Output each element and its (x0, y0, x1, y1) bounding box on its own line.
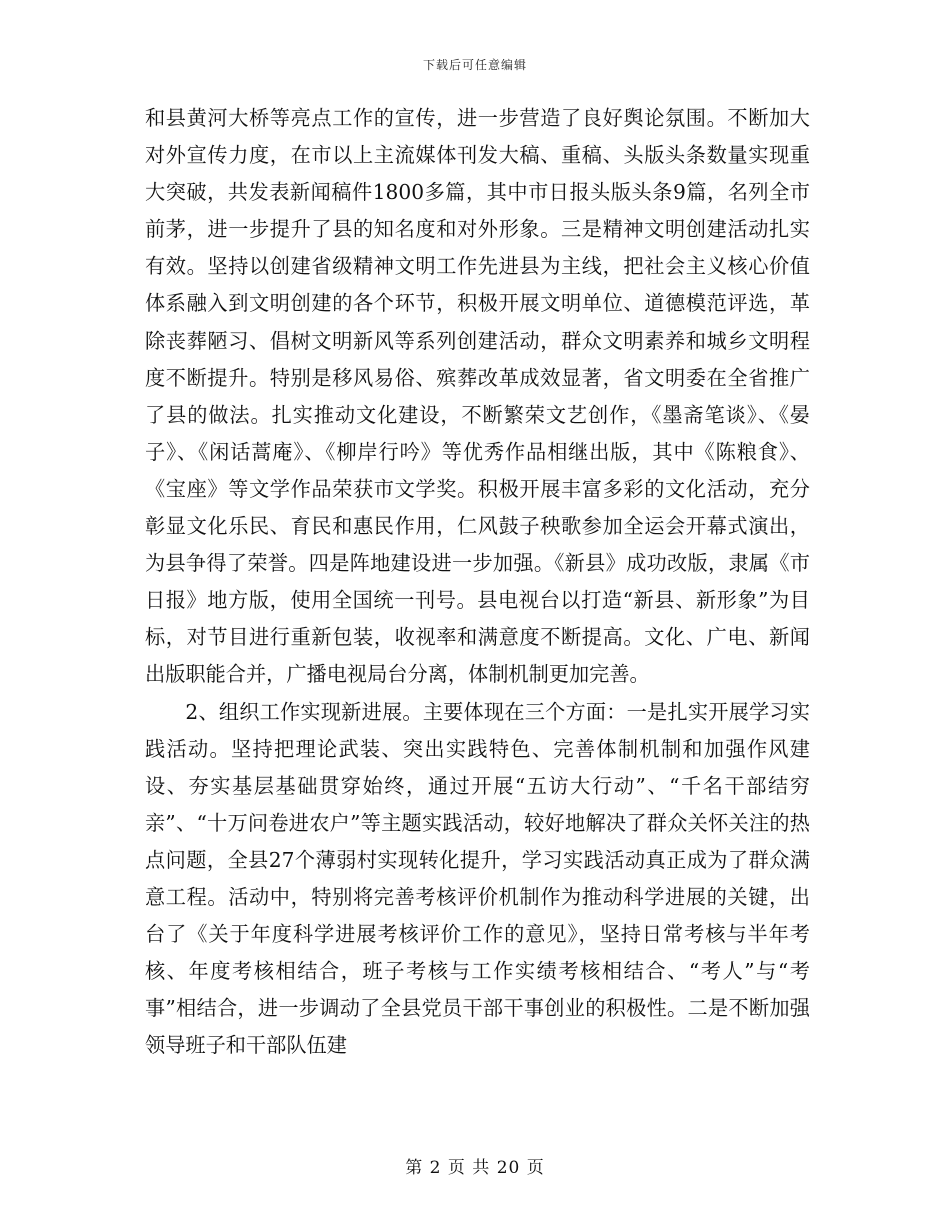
paragraph-organization-work: 2、组织工作实现新进展。主要体现在三个方面：一是扎实开展学习实践活动。坚持把理论武装、突出实践特色、完善体制机制和加强作风建设、夯实基层基础贯穿始终，通过开展“五访大行动”、“千名干部结穷亲”、“十万问卷进农户”等主题实践活动，较好地解决了群众关怀关注的热点问题，全县27个薄弱村实现转化提升，学习实践活动真正成为了群众满意工程。活动中，特别将完善考核评价机制作为推动科学进展的关键，出台了《关于年度科学进展考核评价工作的意见》，坚持日常考核与半年考核、年度考核相结合，班子考核与工作实绩考核相结合、“考人”与“考事”相结合，进一步调动了全县党员干部干事创业的积极性。二是不断加强领导班子和干部队伍建 (145, 699, 810, 1058)
page-header: 下载后可任意编辑 (422, 58, 527, 72)
page-footer: 第 2 页 共 20 页 (405, 1158, 545, 1178)
document-body (145, 100, 810, 1064)
paragraph-continued: 和县黄河大桥等亮点工作的宣传，进一步营造了良好舆论氛围。不断加大对外宣传力度，在市以上主流媒体刊发大稿、重稿、头版头条数量实现重大突破，共发表新闻稿件1800多篇，其中市日报头版头条9篇，名列全市前茅，进一步提升了县的知名度和对外形象。三是精神文明创建活动扎实有效。坚持以创建省级精神文明工作先进县为主线，把社会主义核心价值体系融入到文明创建的各个环节，积极开展文明单位、道德模范评选，革除丧葬陋习、倡树文明新风等系列创建活动，群众文明素养和城乡文明程度不断提升。特别是移风易俗、殡葬改革成效显著，省文明委在全省推广了县的做法。扎实推动文化建设，不断繁荣文艺创作，《墨斋笔谈》、《晏子》、《闲话蒿庵》、《柳岸行吟》等优秀作品相继出版，其中《陈粮食》、《宝座》等文学作品荣获市文学奖。积极开展丰富多彩的文化活动，充分彰显文化乐民、育民和惠民作用，仁风鼓子秧歌参加全运会开幕式演出，为县争得了荣誉。四是阵地建设进一步加强。《新县》成功改版，隶属《市日报》地方版，使用全国统一刊号。县电视台以打造“新县、新形象”为目标，对节目进行重新包装，收视率和满意度不断提高。文化、广电、新闻出版职能合并，广播电视局台分离，体制机制更加完善。 (145, 106, 810, 687)
